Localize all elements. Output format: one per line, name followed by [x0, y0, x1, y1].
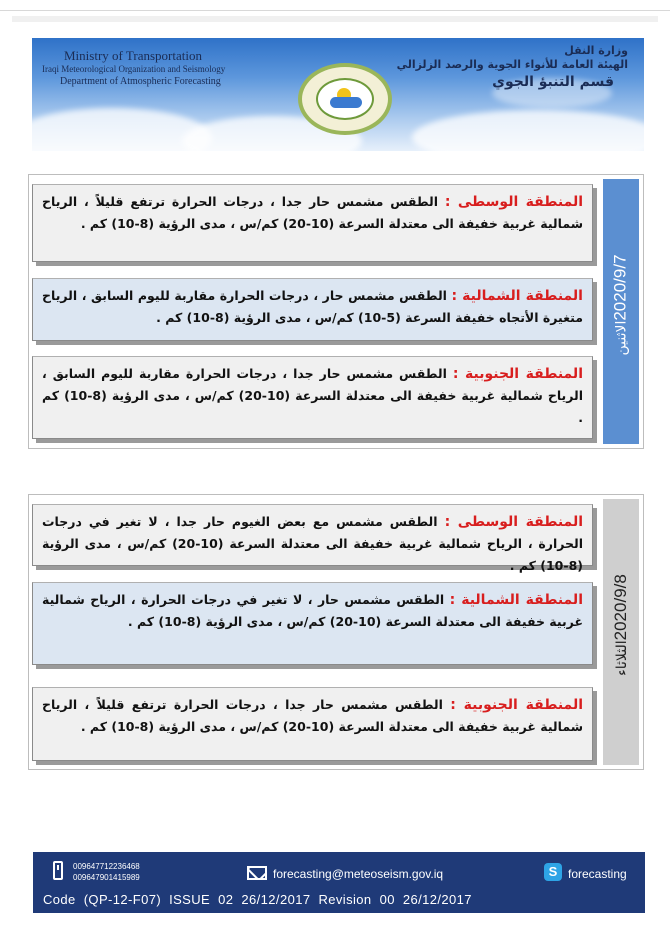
phone-numbers: [73, 861, 140, 883]
region-label: المنطقة الوسطى :: [444, 514, 584, 530]
header-arabic: [397, 44, 628, 91]
region-label: المنطقة الوسطى :: [444, 194, 584, 210]
envelope-icon: [247, 866, 267, 880]
letterhead-banner: [32, 38, 644, 151]
phone-number-1: 009647712236468: [73, 862, 140, 871]
region-label: المنطقة الشمالية :: [451, 288, 583, 304]
region-south-day1: [32, 356, 593, 439]
phone-number-2: 009647901415989: [73, 873, 140, 882]
region-forecast-text: الطقس مشمس حار جدا ، درجات الحرارة مقاربة لليوم السابق ، الرياح شمالية غربية خفيفة الى معتدلة السرعة (10-20) كم/س ، مدى الرؤية (8-10) كم .: [42, 366, 583, 425]
region-label: المنطقة الجنوبية :: [452, 366, 583, 382]
document-code-line: Code (QP-12-F07) ISSUE 02 26/12/2017 Revision 00 26/12/2017: [43, 892, 472, 907]
department-name-ar: قسم التنبؤ الجوي: [492, 73, 614, 90]
region-central-day2: [32, 504, 593, 573]
region-south-day2: [32, 687, 593, 761]
organization-logo: [298, 63, 392, 135]
forecast-day-1: [28, 174, 644, 449]
forecast-weekday: الثلاثاء: [614, 640, 631, 676]
contact-email[interactable]: forecasting@meteoseism.gov.iq: [273, 867, 444, 881]
forecast-date: 2020/9/8: [611, 574, 631, 641]
ministry-name-ar: وزارة النقل: [564, 44, 628, 57]
region-forecast-text: الطقس مشمس حار جدا ، درجات الحرارة ترتفع قليلاً ، الرياح شمالية غربية خفيفة الى معتدلة السرعة (10-20) كم/س ، مدى الرؤية (8-10) كم .: [42, 194, 583, 231]
region-label: المنطقة الجنوبية :: [450, 697, 584, 713]
contact-footer: [33, 852, 645, 913]
top-shade: [12, 16, 658, 22]
region-forecast-text: الطقس مشمس حار ، درجات الحرارة مقاربة لليوم السابق ، الرياح متغيرة الأتجاه خفيفة السرعة (5-10) كم/س ، مدى الرؤية (8-10) كم .: [42, 288, 583, 325]
header-english: [42, 48, 225, 88]
skype-icon: S: [544, 863, 562, 881]
department-name-en: Department of Atmospheric Forecasting: [60, 75, 221, 87]
organization-name-ar: الهيئة العامة للأنواء الجوية والرصد الزلزالي: [396, 58, 628, 72]
mobile-phone-icon: [53, 861, 63, 880]
region-label: المنطقة الشمالية :: [449, 592, 583, 608]
forecast-day-2: [28, 494, 644, 770]
date-column-day1: [603, 179, 639, 444]
top-divider: [0, 10, 670, 11]
ministry-name-en: Ministry of Transportation: [64, 48, 202, 63]
organization-name-en: Iraqi Meteorological Organization and Seismology: [42, 64, 226, 75]
region-forecast-text: الطقس مشمس حار ، لا تغير في درجات الحرارة ، الرياح شمالية غربية خفيفة الى معتدلة السرعة (10-20) كم/س ، مدى الرؤية (8-10) كم .: [42, 592, 583, 629]
skype-handle[interactable]: forecasting: [568, 867, 627, 881]
region-north-day1: [32, 278, 593, 341]
forecast-date: 2020/9/7: [611, 253, 631, 321]
forecast-weekday: الاثنين: [614, 320, 631, 356]
logo-emblem: [316, 78, 374, 120]
region-north-day2: [32, 582, 593, 665]
region-forecast-text: الطقس مشمس مع بعض الغيوم حار جدا ، لا تغير في درجات الحرارة ، الرياح شمالية غربية خفيفة الى معتدلة السرعة (10-20) كم/س ، مدى الرؤية (8-10) كم .: [42, 514, 583, 573]
region-forecast-text: الطقس مشمس حار جدا ، درجات الحرارة ترتفع قليلاً ، الرياح شمالية غربية خفيفة الى معتدلة السرعة (10-20) كم/س ، مدى الرؤية (8-10) كم .: [42, 697, 583, 734]
date-column-day2: [603, 499, 639, 765]
region-central-day1: [32, 184, 593, 262]
